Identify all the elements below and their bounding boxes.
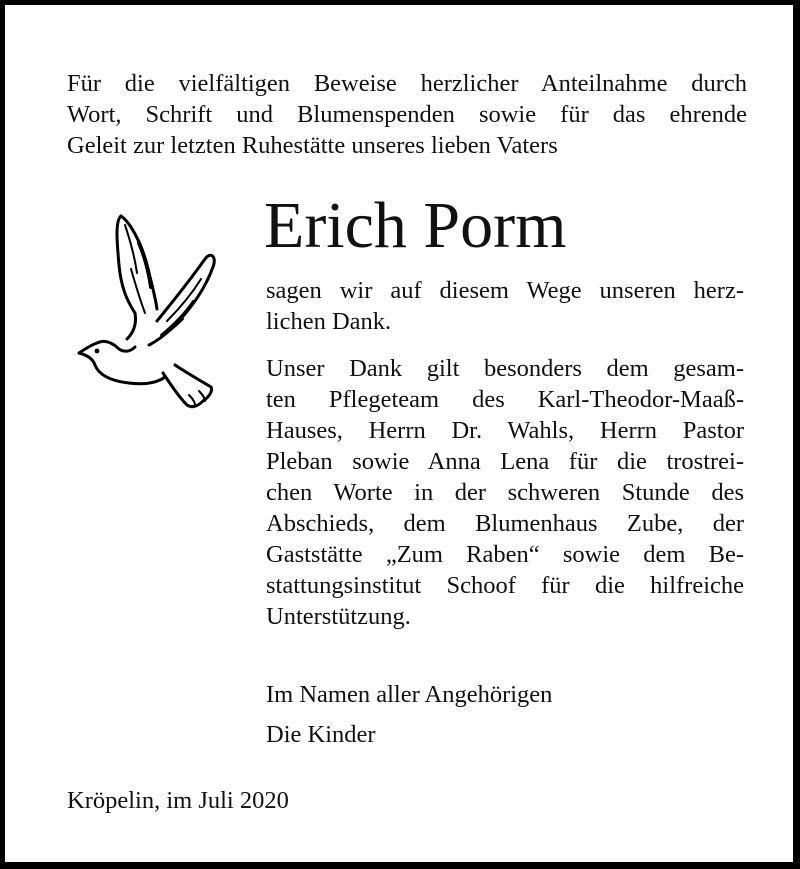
text-line: lichen Dank. — [266, 308, 392, 335]
text-line: Gaststätte „Zum Raben“ sowie dem Be- — [266, 541, 744, 568]
place-date: Kröpelin, im Juli 2020 — [67, 787, 289, 814]
text-line: Unterstützung. — [266, 603, 411, 630]
signature-line: Im Namen aller Angehörigen — [266, 681, 553, 708]
text-line: sagen wir auf diesem Wege unseren herz- — [266, 277, 744, 304]
text-line: ten Pflegeteam des Karl-Theodor-Maaß- — [266, 386, 744, 413]
thanks-paragraph — [266, 275, 744, 337]
signature-name: Die Kinder — [266, 721, 376, 748]
intro-paragraph — [67, 68, 747, 161]
deceased-name: Erich Porm — [264, 189, 567, 262]
intro-line: Für die vielfältigen Beweise herzlicher Anteilnahme durch — [67, 70, 747, 97]
dove-icon — [75, 213, 225, 409]
thanks-text — [266, 275, 744, 632]
text-line: stattungsinstitut Schoof für die hilfreiche — [266, 572, 744, 599]
text-line: Hauses, Herrn Dr. Wahls, Herrn Pastor — [266, 417, 744, 444]
text-line: chen Worte in der schweren Stunde des — [266, 479, 744, 506]
intro-line: Geleit zur letzten Ruhestätte unseres lieben Vaters — [67, 132, 558, 159]
intro-line: Wort, Schrift und Blumenspenden sowie für das ehrende — [67, 101, 747, 128]
text-line: Abschieds, dem Blumenhaus Zube, der — [266, 510, 744, 537]
text-line: Pleban sowie Anna Lena für die trostrei- — [266, 448, 744, 475]
details-paragraph — [266, 353, 744, 632]
text-line: Unser Dank gilt besonders dem gesam- — [266, 355, 744, 382]
